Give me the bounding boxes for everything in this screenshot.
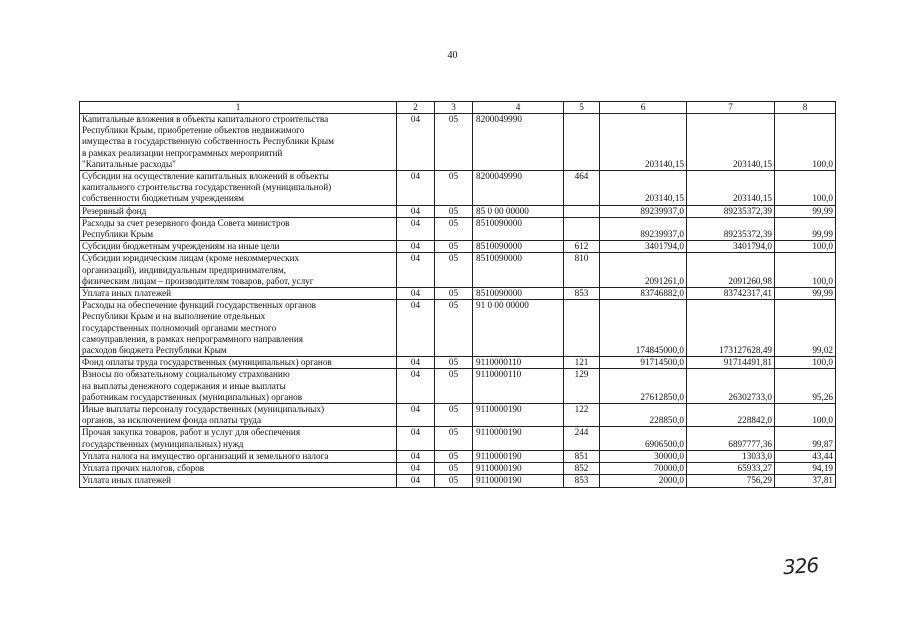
target-article-cell: 8200049990 [473,171,564,206]
planned-amount-cell: 2091261,0 [600,253,687,288]
section-code-cell: 04 [397,288,435,300]
page-number: 40 [447,50,458,61]
row-name-cell: Взносы по обязательному социальному страхованию на выплаты денежного содержания и иные выплаты работникам государственных (муниципальных) органов [80,369,397,404]
target-article-cell: 8510090000 [473,253,564,288]
target-article-cell: 91 0 00 00000 [473,300,564,357]
actual-amount-cell: 228842,0 [687,404,775,427]
planned-amount-cell: 83746882,0 [600,288,687,300]
table-row [80,205,836,217]
planned-amount-cell: 203140,15 [600,171,687,206]
expense-type-cell: 851 [564,450,600,462]
section-code-cell: 04 [397,475,435,487]
subsection-code-cell: 05 [435,241,473,253]
table-row [80,171,836,206]
subsection-code-cell: 05 [435,369,473,404]
target-article-cell: 8510090000 [473,241,564,253]
subsection-code-cell: 05 [435,114,473,171]
actual-amount-cell: 2091260,98 [687,253,775,288]
actual-amount-cell: 756,29 [687,475,775,487]
table-row [80,241,836,253]
expense-type-cell: 129 [564,369,600,404]
column-header: 4 [473,102,564,114]
table-row [80,475,836,487]
expense-type-cell: 810 [564,253,600,288]
section-code-cell: 04 [397,205,435,217]
column-header: 8 [775,102,836,114]
row-name-cell: Расходы за счет резервного фонда Совета министров Республики Крым [80,217,397,240]
subsection-code-cell: 05 [435,427,473,450]
expense-type-cell: 853 [564,288,600,300]
row-name-cell: Иные выплаты персоналу государственных (муниципальных) органов, за исключением фонда оплаты труда [80,404,397,427]
target-article-cell: 8200049990 [473,114,564,171]
expense-type-cell: 122 [564,404,600,427]
budget-table [79,101,836,488]
subsection-code-cell: 05 [435,357,473,369]
target-article-cell: 8510090000 [473,217,564,240]
planned-amount-cell: 91714500,0 [600,357,687,369]
percent-cell: 94,19 [775,463,836,475]
planned-amount-cell: 6906500,0 [600,427,687,450]
actual-amount-cell: 26302733,0 [687,369,775,404]
row-name-cell: Фонд оплаты труда государственных (муниципальных) органов [80,357,397,369]
planned-amount-cell: 70000,0 [600,463,687,475]
actual-amount-cell: 65933,27 [687,463,775,475]
percent-cell: 43,44 [775,450,836,462]
table-row [80,253,836,288]
subsection-code-cell: 05 [435,217,473,240]
target-article-cell: 9110000190 [473,475,564,487]
table-row [80,427,836,450]
percent-cell: 100,0 [775,114,836,171]
target-article-cell: 9110000190 [473,463,564,475]
table-row [80,450,836,462]
actual-amount-cell: 89235372,39 [687,217,775,240]
table-row [80,300,836,357]
section-code-cell: 04 [397,404,435,427]
expense-type-cell: 121 [564,357,600,369]
actual-amount-cell: 203140,15 [687,114,775,171]
actual-amount-cell: 6897777,36 [687,427,775,450]
percent-cell: 37,81 [775,475,836,487]
planned-amount-cell: 174845000,0 [600,300,687,357]
expense-type-cell: 612 [564,241,600,253]
percent-cell: 99,99 [775,217,836,240]
section-code-cell: 04 [397,427,435,450]
subsection-code-cell: 05 [435,253,473,288]
target-article-cell: 9110000110 [473,357,564,369]
target-article-cell: 8510090000 [473,288,564,300]
subsection-code-cell: 05 [435,288,473,300]
column-header: 3 [435,102,473,114]
planned-amount-cell: 228850,0 [600,404,687,427]
planned-amount-cell: 89239937,0 [600,205,687,217]
subsection-code-cell: 05 [435,404,473,427]
table-row [80,357,836,369]
percent-cell: 99,02 [775,300,836,357]
percent-cell: 100,0 [775,357,836,369]
percent-cell: 99,99 [775,205,836,217]
percent-cell: 99,99 [775,288,836,300]
percent-cell: 95,26 [775,369,836,404]
handwritten-page-number: 326 [782,552,819,580]
actual-amount-cell: 173127628,49 [687,300,775,357]
column-header: 1 [80,102,397,114]
subsection-code-cell: 05 [435,205,473,217]
section-code-cell: 04 [397,241,435,253]
planned-amount-cell: 2000,0 [600,475,687,487]
row-name-cell: Субсидии юридическим лицам (кроме некоммерческих организаций), индивидуальным предпринимателям, физическим лицам – производителям товаров, работ, услуг [80,253,397,288]
section-code-cell: 04 [397,114,435,171]
column-header: 7 [687,102,775,114]
subsection-code-cell: 05 [435,475,473,487]
percent-cell: 100,0 [775,241,836,253]
section-code-cell: 04 [397,171,435,206]
subsection-code-cell: 05 [435,171,473,206]
percent-cell: 100,0 [775,253,836,288]
section-code-cell: 04 [397,217,435,240]
table-row [80,463,836,475]
actual-amount-cell: 13033,0 [687,450,775,462]
expense-type-cell [564,114,600,171]
table-row [80,404,836,427]
subsection-code-cell: 05 [435,300,473,357]
actual-amount-cell: 83742317,41 [687,288,775,300]
expense-type-cell: 853 [564,475,600,487]
row-name-cell: Уплата прочих налогов, сборов [80,463,397,475]
column-header: 2 [397,102,435,114]
row-name-cell: Уплата иных платежей [80,475,397,487]
target-article-cell: 9110000110 [473,369,564,404]
actual-amount-cell: 91714491,81 [687,357,775,369]
table-header-row [80,102,836,114]
table-row [80,288,836,300]
section-code-cell: 04 [397,450,435,462]
expense-type-cell [564,300,600,357]
row-name-cell: Уплата налога на имущество организаций и земельного налога [80,450,397,462]
section-code-cell: 04 [397,369,435,404]
section-code-cell: 04 [397,300,435,357]
target-article-cell: 85 0 00 00000 [473,205,564,217]
planned-amount-cell: 3401794,0 [600,241,687,253]
expense-type-cell: 852 [564,463,600,475]
row-name-cell: Субсидии бюджетным учреждениям на иные цели [80,241,397,253]
section-code-cell: 04 [397,253,435,288]
target-article-cell: 9110000190 [473,450,564,462]
planned-amount-cell: 30000,0 [600,450,687,462]
target-article-cell: 9110000190 [473,404,564,427]
subsection-code-cell: 05 [435,463,473,475]
target-article-cell: 9110000190 [473,427,564,450]
percent-cell: 100,0 [775,404,836,427]
expense-type-cell: 464 [564,171,600,206]
actual-amount-cell: 89235372,39 [687,205,775,217]
percent-cell: 100,0 [775,171,836,206]
planned-amount-cell: 203140,15 [600,114,687,171]
column-header: 5 [564,102,600,114]
actual-amount-cell: 3401794,0 [687,241,775,253]
row-name-cell: Уплата иных платежей [80,288,397,300]
subsection-code-cell: 05 [435,450,473,462]
row-name-cell: Резервный фонд [80,205,397,217]
planned-amount-cell: 89239937,0 [600,217,687,240]
row-name-cell: Расходы на обеспечение функций государственных органов Республики Крым и на выполнение отдельных государственных полномочий органами местного самоуправления, в рамках непрограммного направления расходов бюджета Республики Крым [80,300,397,357]
expense-type-cell [564,205,600,217]
actual-amount-cell: 203140,15 [687,171,775,206]
column-header: 6 [600,102,687,114]
row-name-cell: Прочая закупка товаров, работ и услуг для обеспечения государственных (муниципальных) нужд [80,427,397,450]
planned-amount-cell: 27612850,0 [600,369,687,404]
section-code-cell: 04 [397,463,435,475]
table-row [80,217,836,240]
expense-type-cell: 244 [564,427,600,450]
percent-cell: 99,87 [775,427,836,450]
expense-type-cell [564,217,600,240]
section-code-cell: 04 [397,357,435,369]
row-name-cell: Капитальные вложения в объекты капитального строительства Республики Крым, приобретение объектов недвижимого имущества в государственную собственность Республики Крым в рамках реализации непрограммных мероприятий "Капитальные расходы" [80,114,397,171]
table-row [80,369,836,404]
table-row [80,114,836,171]
row-name-cell: Субсидии на осуществление капитальных вложений в объекты капитального строительства государственной (муниципальной) собственности бюджетным учреждениям [80,171,397,206]
